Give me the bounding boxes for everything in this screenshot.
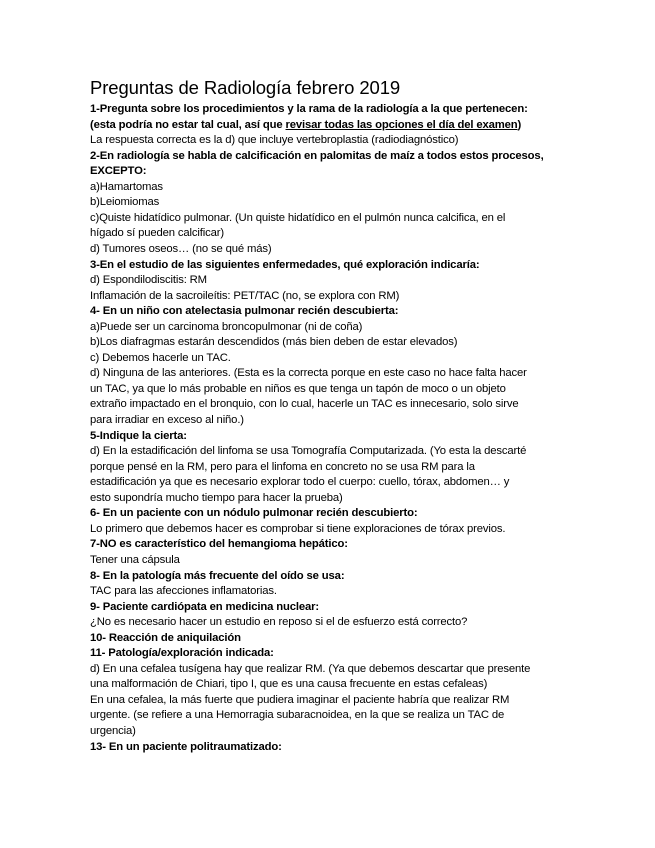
answer-line: En una cefalea, la más fuerte que pudiera imaginar el paciente habría que realizar RM <box>90 693 510 706</box>
question-heading: 2-En radiología se habla de calcificación en palomitas de maíz a todos estos procesos, <box>90 149 544 162</box>
answer-line: c)Quiste hidatídico pulmonar. (Un quiste hidatídico en el pulmón nunca calcifica, en el <box>90 211 506 224</box>
answer-line: para irradiar en exceso al niño.) <box>90 414 244 426</box>
question-heading: 4- En un niño con atelectasia pulmonar recién descubierta: <box>90 305 399 318</box>
question-heading: 9- Paciente cardiópata en medicina nuclear: <box>90 600 319 613</box>
line-text: (esta podría no estar tal cual, así que <box>90 118 286 131</box>
answer-line: a)Hamartomas <box>90 180 163 193</box>
question-heading: 11- Patología/exploración indicada: <box>90 647 274 660</box>
answer-line: d) Espondilodiscitis: RM <box>90 274 207 287</box>
answer-line: urgente. (se refiere a una Hemorragia subaracnoidea, en la que se realiza un TAC de <box>90 709 505 722</box>
question-heading: 6- En un paciente con un nódulo pulmonar recién descubierto: <box>90 507 418 520</box>
answer-line: d) En una cefalea tusígena hay que realizar RM. (Ya que debemos descartar que presente <box>90 662 531 675</box>
question-heading: 1-Pregunta sobre los procedimientos y la rama de la radiología a la que pertenecen: <box>90 103 528 115</box>
answer-line: hígado sí pueden calcificar) <box>90 227 224 240</box>
answer-line: extraño impactado en el bronquio, con lo cual, hacerle un TAC es innecesario, solo sirve <box>90 398 519 411</box>
answer-line: Tener una cápsula <box>90 553 180 566</box>
answer-line: Lo primero que debemos hacer es comprobar si tiene exploraciones de tórax previos. <box>90 522 506 535</box>
question-heading: 3-En el estudio de las siguientes enfermedades, qué exploración indicaría: <box>90 258 480 271</box>
question-heading: 5-Indique la cierta: <box>90 429 187 442</box>
answer-line: una malformación de Chiari, tipo I, que es una causa frecuente en estas cefaleas) <box>90 678 488 691</box>
answer-line: La respuesta correcta es la d) que incluye vertebroplastia (radiodiagnóstico) <box>90 134 459 147</box>
answer-line: un TAC, ya que lo más probable en niños es que tenga un tapón de moco o un objeto <box>90 382 506 395</box>
question-heading: 13- En un paciente politraumatizado: <box>90 740 282 753</box>
answer-line: c) Debemos hacerle un TAC. <box>90 351 231 364</box>
document-title: Preguntas de Radiología febrero 2019 <box>90 77 401 98</box>
answer-line: Inflamación de la sacroileítis: PET/TAC (no, se explora con RM) <box>90 289 400 302</box>
question-heading: EXCEPTO: <box>90 165 147 178</box>
question-heading <box>90 118 521 133</box>
answer-line: d) En la estadificación del linfoma se usa Tomografía Computarizada. (Yo esta la descarté <box>90 445 527 458</box>
answer-line: urgencia) <box>90 725 136 737</box>
answer-line: a)Puede ser un carcinoma broncopulmonar (ni de coña) <box>90 320 363 333</box>
answer-line: esto supondría mucho tiempo para hacer la prueba) <box>90 491 343 504</box>
question-heading: 8- En la patología más frecuente del oído se usa: <box>90 569 345 582</box>
answer-line: estadificación ya que es necesario explorar todo el cuerpo: cuello, tórax, abdomen… y <box>90 476 510 489</box>
question-heading: 7-NO es característico del hemangioma hepático: <box>90 538 348 551</box>
answer-line: b)Leiomiomas <box>90 196 160 209</box>
question-heading: 10- Reacción de aniquilación <box>90 631 241 644</box>
line-text: ) <box>517 118 522 131</box>
answer-line: d) Tumores oseos… (no se qué más) <box>90 242 272 255</box>
answer-line: d) Ninguna de las anteriores. (Esta es la correcta porque en este caso no hace falta hacer <box>90 367 527 380</box>
answer-line: porque pensé en la RM, pero para el linfoma en concreto no se usa RM para la <box>90 460 475 473</box>
answer-line: ¿No es necesario hacer un estudio en reposo si el de esfuerzo está correcto? <box>90 616 468 629</box>
answer-line: b)Los diafragmas estarán descendidos (más bien deben de estar elevados) <box>90 336 458 349</box>
answer-line: TAC para las afecciones inflamatorias. <box>90 585 277 598</box>
underlined-text: revisar todas las opciones el día del examen <box>285 118 518 131</box>
